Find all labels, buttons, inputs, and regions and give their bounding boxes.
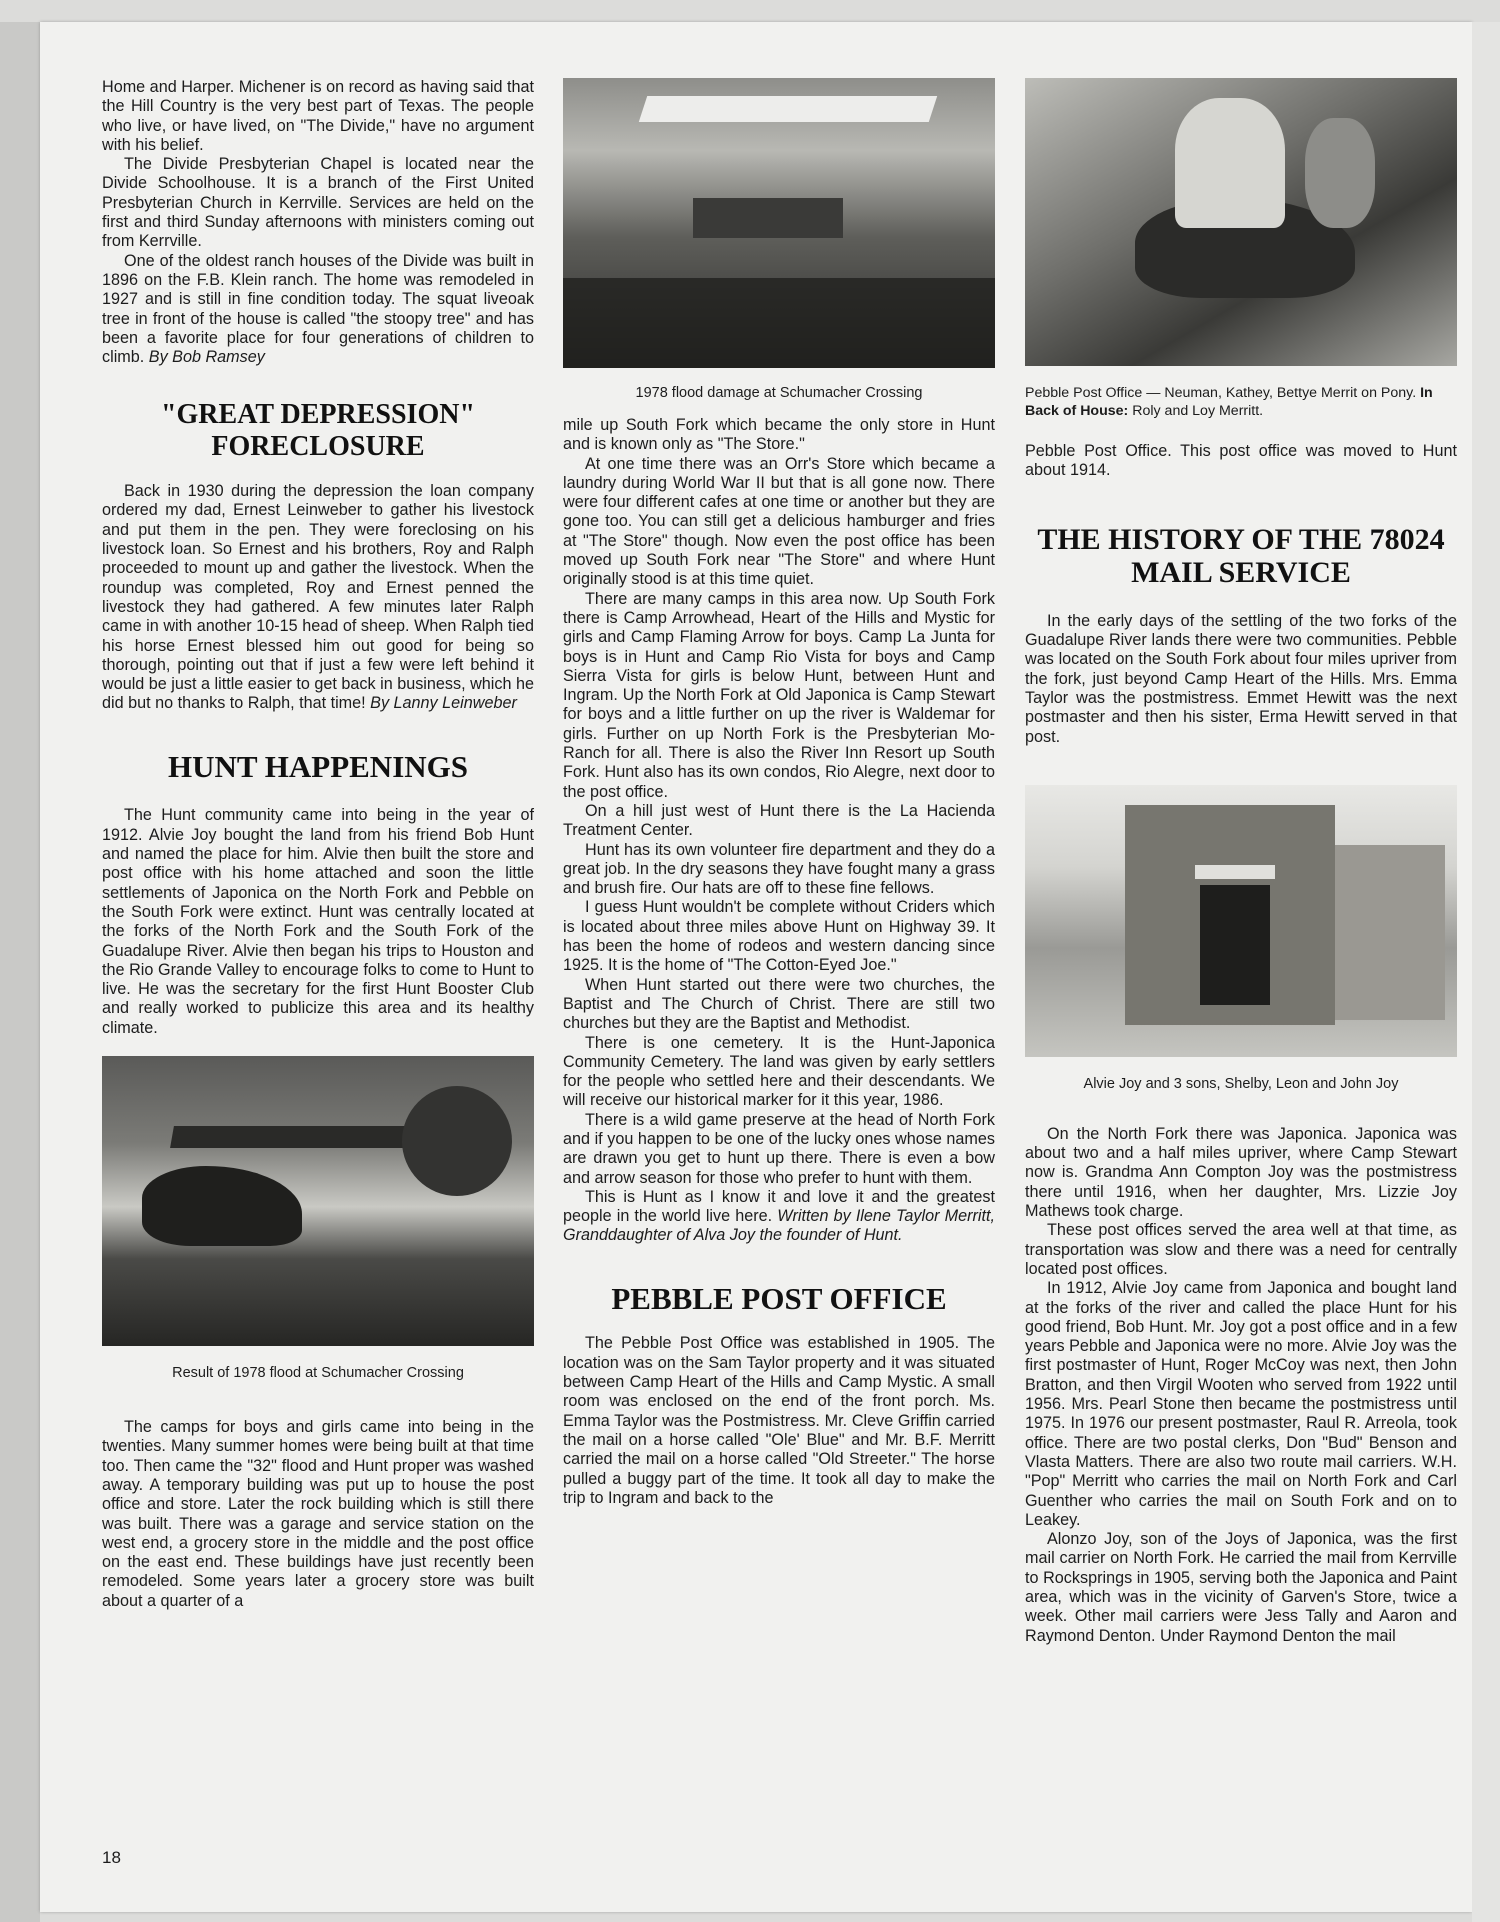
page-number: 18 (102, 1848, 121, 1867)
paragraph-alonzo-joy: Alonzo Joy, son of the Joys of Japonica, was the first mail carrier on North Fork. He carried the mail from Kerrville to Rocksprings in 1905, serving both the Japonica and Paint area, which was in the vicinity of Garven's Store, twice a week. Other mail carriers were Jess Tally and Aaron and Raymond Denton. Under Raymond Denton the mail (1025, 1530, 1457, 1645)
paragraph-churches: When Hunt started out there were two churches, the Baptist and The Church of Christ. There are still two churches but they are the Baptist and Methodist. (563, 975, 995, 1033)
paragraph-ranch (102, 252, 534, 368)
paragraph-cemetery: There is one cemetery. It is the Hunt-Japonica Community Cemetery. The land was given by early settlers for the people who settled here and their descendants. We will receive our historical marker for it this year, 1986. (563, 1033, 995, 1110)
children-on-pony (1175, 98, 1285, 228)
depression-text: Back in 1930 during the depression the loan company ordered my dad, Ernest Leinweber to gather his livestock and put them in the pen. They were foreclosing on his livestock loan. So Ernest and his brothers, Roy and Ralph proceeded to mount up and gather the livestock. When the roundup was completed, Roy and Ernest penned the livestock they had gathered. A few minutes later Ralph came in with another 10-15 head of sheep. When Ralph tied his horse Ernest blessed him out good for being so thorough, pointing out that if just a few were left behind it would be just a little easier to get back in business, which he did but no thanks to Ralph, that time! (102, 482, 534, 713)
paragraph-game-preserve: There is a wild game preserve at the head of North Fork and if you happen to be one of the lucky ones whose names are drawn you get to hunt up there. There is even a bow and arrow season for those who prefer to hunt with them. (563, 1110, 995, 1187)
paragraph-postmasters: In 1912, Alvie Joy came from Japonica and bought land at the forks of the river and called the place Hunt for his good friend, Bob Hunt. Mr. Joy got a post office and in a few years Pebble and Japonica were no more. Alvie Joy was the first postmaster of Hunt, Roger McCoy was next, then John Bratton, and then Virgil Wooten who served from 1922 until 1956. Mrs. Pearl Stone then became the postmistress until 1975. In 1976 our present postmaster, Raul R. Arreola, took office. There are two postal clerks, Don "Bud" Benson and Vlasta Matters. There are also two route mail carriers. W.H. "Pop" Merritt who carries the mail on North Fork and Carl Guenther who carries the mail on South Fork and on to Leakey. (1025, 1279, 1457, 1529)
column-middle (563, 78, 995, 1508)
photo-flood-result (102, 1056, 534, 1346)
heading-hunt-happenings: HUNT HAPPENINGS (168, 748, 468, 784)
caption-flood-result: Result of 1978 flood at Schumacher Crossing (172, 1365, 464, 1382)
paragraph-served: These post offices served the area well at that time, as transportation was slow and there was a need for centrally located post offices. (1025, 1221, 1457, 1278)
paragraph-pebble: The Pebble Post Office was established in 1905. The location was on the Sam Taylor property and it was situated between Camp Heart of the Hills and Camp Mystic. A small room was enclosed on the end of the front porch. Ms. Emma Taylor was the Postmistress. Mr. Cleve Griffin carried the mail on a horse called "Ole' Blue" and Mr. B.F. Merritt carried the mail on a horse called "Old Streeter." The horse pulled a buggy part of the time. It took all day to make the trip to Ingram and back to the (563, 1334, 995, 1507)
picnic-shelter-roof (639, 96, 937, 122)
paragraph-japonica: On the North Fork there was Japonica. Japonica was about two and a half miles upriver, where Camp Stewart now is. Grandma Ann Compton Joy was the postmistress there until 1916, when her daughter, Mrs. Lizzie Joy Mathews took charge. (1025, 1124, 1457, 1221)
caption-pony (1025, 384, 1457, 420)
paragraph-the-store: mile up South Fork which became the only store in Hunt and is known only as "The Store." (563, 416, 995, 454)
caption-flood-damage: 1978 flood damage at Schumacher Crossing (635, 385, 923, 401)
scan-right-margin (1472, 22, 1500, 1922)
depression-author: By Lanny Leinweber (370, 694, 517, 713)
caption-joy: Alvie Joy and 3 sons, Shelby, Leon and John Joy (1083, 1075, 1399, 1092)
photo-pony (1025, 78, 1457, 366)
paragraph-criders: I guess Hunt wouldn't be complete without Criders which is located about three miles above Hunt on Highway 39. It has been the home of rodeos and western dancing since 1925. It is the home of "The Cotton-Eyed Joe." (563, 898, 995, 975)
photo-joy-store (1025, 785, 1457, 1057)
closing-author: Written by Ilene Taylor Merritt, Granddaughter of Alva Joy the founder of Hunt. (563, 1207, 995, 1245)
flood-debris-pile (142, 1166, 302, 1246)
paragraph-early-days: In the early days of the settling of the two forks of the Guadalupe River lands there were two communities. Pebble was located on the South Fork about four miles upriver from the fork, just beyond Camp Heart of the Hills. Mrs. Emma Taylor was the postmistress. Emmet Hewitt was the next postmaster and then his sister, Erma Hewitt served in that post. (1025, 611, 1457, 746)
photo-flood-damage (563, 78, 995, 368)
paragraph-hunt-origin: The Hunt community came into being in the year of 1912. Alvie Joy bought the land from his friend Bob Hunt and named the place for him. Alvie then built the store and post office with his home attached and soon the little settlements of Japonica on the North Fork and Pebble on the South Fork were extinct. Hunt was centrally located at the forks of the North Fork and the South Fork of the Guadalupe River. Alvie then began his trips to Houston and the Rio Grande Valley to encourage folks to come to Hunt to live. He was the secretary for the first Hunt Booster Club and really worked to publicize this area and its healthy climate. (102, 806, 534, 1037)
caption-pony-part3: Roly and Loy Merritt. (1132, 403, 1264, 419)
paragraph-chapel: The Divide Presbyterian Chapel is located near the Divide Schoolhouse. It is a branch of the First United Presbyterian Church in Kerrville. Services are held on the first and third Sunday afternoons with ministers coming out from Kerrville. (102, 155, 534, 251)
store-doorway (1200, 885, 1270, 1005)
paragraph-orr-store: At one time there was an Orr's Store which became a laundry during World War II but that is all gone now. There were four different cafes at one time or another but they are gone too. You can still get a delicious hamburger and fries at "The Store" though. Now even the post office has been moved up South Fork near "The Store" and where Hunt originally stood is at this time quiet. (563, 454, 995, 589)
ranch-text: One of the oldest ranch houses of the Divide was built in 1896 on the F.B. Klein ranch. The home was remodeled in 1927 and is still in fine condition today. The squat liveoak tree in front of the house is called "the stoopy tree" and has been a favorite place for four generations of children to climb. (102, 251, 534, 367)
paragraph-pebble-moved: Pebble Post Office. This post office was moved to Hunt about 1914. (1025, 442, 1457, 480)
heading-great-depression: "GREAT DEPRESSION" FORECLOSURE (160, 399, 475, 462)
people-behind (1305, 118, 1375, 228)
paragraph-closing (563, 1188, 995, 1246)
column-left (102, 78, 534, 1611)
column-right (1025, 78, 1457, 1646)
caption-pony-part1: Pebble Post Office — Neuman, Kathey, Bettye Merrit on Pony. (1025, 385, 1417, 401)
flood-shelter-roof (170, 1126, 434, 1148)
store-sign (1195, 865, 1275, 879)
flood-water (563, 278, 995, 368)
scan-left-margin (0, 22, 40, 1922)
caption-pony-part2: In Back of House: (1025, 385, 1433, 419)
paragraph-camps-history: The camps for boys and girls came into being in the twenties. Many summer homes were being built at that time too. Then came the "32" flood and Hunt proper was washed away. A temporary building was put up to house the post office and store. Later the rock building which is still there was built. There was a garage and service station on the west end, a grocery store in the middle and the post office on the east end. These buildings have just recently been remodeled. Some years later a grocery store was built about a quarter of a (102, 1418, 534, 1610)
ranch-author: By Bob Ramsey (148, 348, 265, 367)
store-side-wall (1335, 845, 1445, 1020)
heading-mail-service: THE HISTORY OF THE 78024 MAIL SERVICE (1037, 522, 1445, 590)
flood-tree (402, 1086, 512, 1196)
paragraph-fire-dept: Hunt has its own volunteer fire department and they do a great job. In the dry seasons they have fought many a grass and brush fire. Our hats are off to these fine fellows. (563, 840, 995, 898)
closing-text: This is Hunt as I know it and love it and the greatest people in the world live here. (563, 1187, 995, 1226)
paragraph-depression (102, 482, 534, 714)
paragraph-la-hacienda: On a hill just west of Hunt there is the La Hacienda Treatment Center. (563, 801, 995, 840)
paragraph-divide-intro: Home and Harper. Michener is on record as having said that the Hill Country is the very best part of Texas. The people who live, or have lived, on "The Divide," have no argument with his belief. (102, 78, 534, 154)
picnic-table (693, 198, 843, 238)
paragraph-camps-list: There are many camps in this area now. Up South Fork there is Camp Arrowhead, Heart of the Hills and Mystic for girls and Camp Flaming Arrow for boys. Camp La Junta for boys is in Hunt and Camp Rio Vista for boys and Camp Sierra Vista for girls is below Hunt, between Hunt and Ingram. Up the North Fork at Old Japonica is Camp Stewart for boys and a little further on up the river is Waldemar for girls. Further on up North Fork is the Presbyterian Mo-Ranch for all. There is also the River Inn Resort up South Fork. Hunt also has its own condos, Rio Alegre, next door to the post office. (563, 589, 995, 801)
heading-pebble-post-office: PEBBLE POST OFFICE (611, 1280, 947, 1316)
